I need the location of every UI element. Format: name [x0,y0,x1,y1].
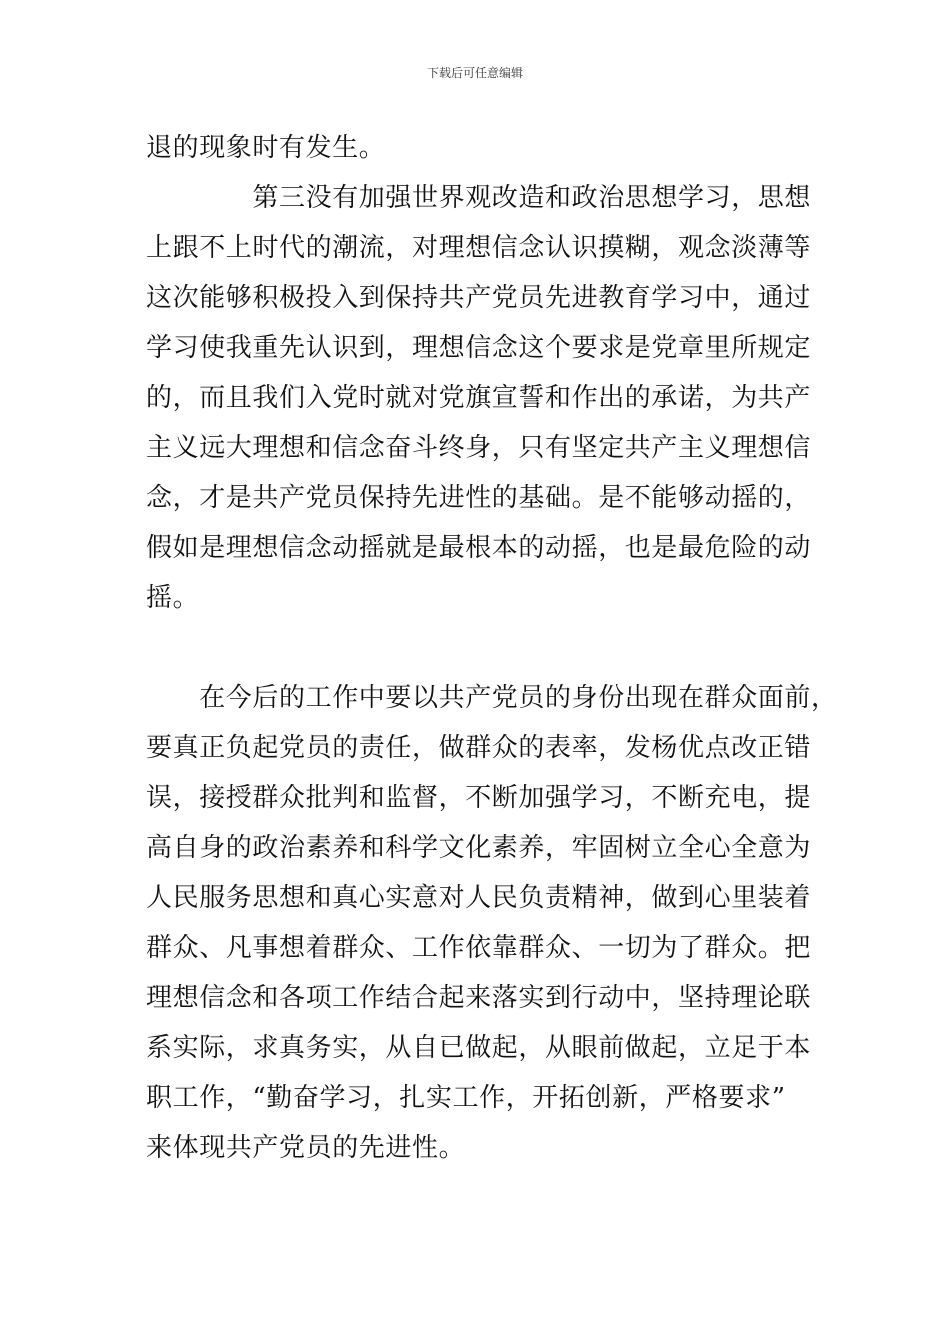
paragraph-2-line-6: 主义远大理想和信念奋斗终身，只有坚定共产主义理想信 [146,433,812,463]
paragraph-3-line-9: 职工作，“勤奋学习，扎实工作，开拓创新，严格要求” [146,1083,786,1113]
paragraph-3-line-3: 误，接授群众批判和监督，不断加强学习，不断充电，提 [146,783,812,813]
paragraph-2-line-4: 学习使我重先认识到，理想信念这个要求是党章里所规定 [146,333,812,363]
paragraph-2-line-7: 念，才是共产党员保持先进性的基础。是不能够动摇的， [146,483,812,513]
paragraph-3-line-7: 理想信念和各项工作结合起来落实到行动中，坚持理论联 [146,983,812,1013]
paragraph-2-line-1: 第三没有加强世界观改造和政治思想学习，思想 [146,183,812,213]
paragraph-1-line-1: 退的现象时有发生。 [146,133,386,163]
paragraph-2-line-3: 这次能够积极投入到保持共产党员先进教育学习中，通过 [146,283,812,313]
paragraph-3-line-4: 高自身的政治素养和科学文化素养，牢固树立全心全意为 [146,833,812,863]
paragraph-2-line-2: 上跟不上时代的潮流，对理想信念认识摸糊，观念淡薄等 [146,233,812,263]
paragraph-2-line-5: 的，而且我们入党时就对党旗宣誓和作出的承诺，为共产 [146,383,812,413]
paragraph-3-line-8: 系实际，求真务实，从自已做起，从眼前做起，立足于本 [146,1033,812,1063]
page-header: 下载后可任意编辑 [426,66,523,80]
paragraph-3-line-6: 群众、凡事想着群众、工作依靠群众、一切为了群众。把 [146,933,812,963]
paragraph-3-line-5: 人民服务思想和真心实意对人民负责精神，做到心里装着 [146,883,812,913]
paragraph-3-line-2: 要真正负起党员的责任，做群众的表率，发杨优点改正错 [146,733,812,763]
paragraph-2-line-9: 摇。 [146,583,200,613]
paragraph-2-line-8: 假如是理想信念动摇就是最根本的动摇，也是最危险的动 [146,533,812,563]
paragraph-3-line-1: 在今后的工作中要以共产党员的身份出现在群众面前， [146,683,838,713]
paragraph-3-line-10: 来体现共产党员的先进性。 [146,1133,466,1163]
